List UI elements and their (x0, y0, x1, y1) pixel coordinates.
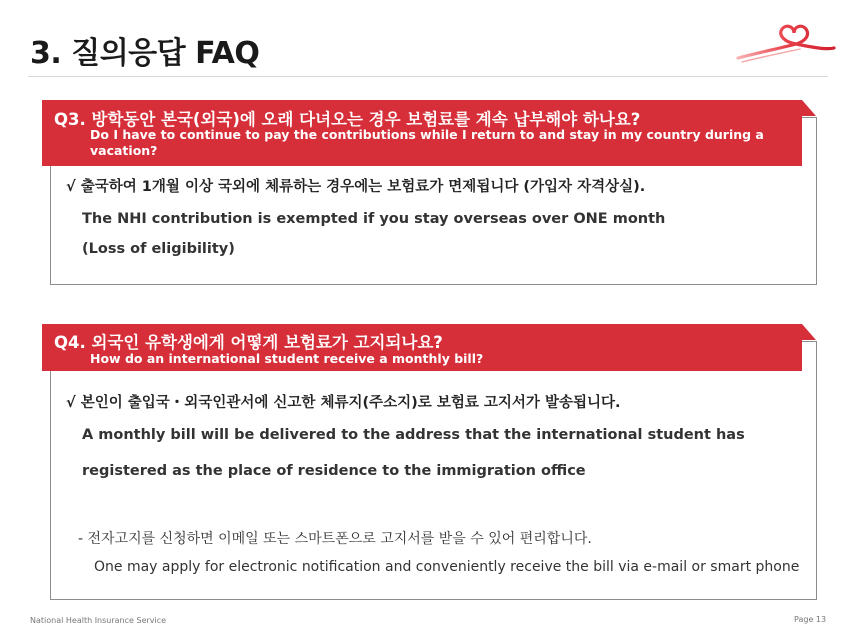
q4-banner-fold (802, 324, 816, 340)
q3-answer-english-line-1: The NHI contribution is exempted if you stay overseas over ONE month (82, 211, 666, 227)
q4-answer-korean: √ 본인이 출입국・외국인관서에 신고한 체류지(주소지)로 보험료 고지서가 발송됩니다. (66, 395, 621, 411)
q4-answer-english-line-1: A monthly bill will be delivered to the address that the international student has (82, 427, 745, 443)
q3-answer-english-line-2: (Loss of eligibility) (82, 241, 235, 257)
q4-question-banner (42, 324, 802, 371)
q3-question-banner (42, 100, 802, 166)
q4-question-korean: Q4. 외국인 유학생에게 어떻게 보험료가 고지되나요? (54, 333, 443, 352)
q4-answer-english-line-2: registered as the place of residence to the immigration office (82, 463, 586, 479)
q4-question-english: How do an international student receive a monthly bill? (90, 351, 484, 366)
q4-note-english: One may apply for electronic notification and conveniently receive the bill via e-mail or smart phone (94, 559, 800, 575)
title-divider (28, 76, 828, 77)
footer-organization: National Health Insurance Service (30, 616, 167, 625)
ribbon-heart-logo (736, 18, 836, 70)
q3-question-korean: Q3. 방학동안 본국(외국)에 오래 다녀오는 경우 보험료를 계속 납부해야 하나요? (54, 110, 641, 129)
q3-answer-korean: √ 출국하여 1개월 이상 국외에 체류하는 경우에는 보험료가 면제됩니다 (가입자 자격상실). (66, 179, 646, 195)
q4-note-korean: - 전자고지를 신청하면 이메일 또는 스마트폰으로 고지서를 받을 수 있어 편리합니다. (78, 531, 592, 547)
q3-question-english: Do I have to continue to pay the contributions while I return to and stay in my country during a vacation? (90, 127, 764, 158)
page-title: 3. 질의응답 FAQ (30, 36, 260, 71)
footer-page-number: Page 13 (794, 615, 827, 624)
q3-banner-fold (802, 100, 816, 116)
